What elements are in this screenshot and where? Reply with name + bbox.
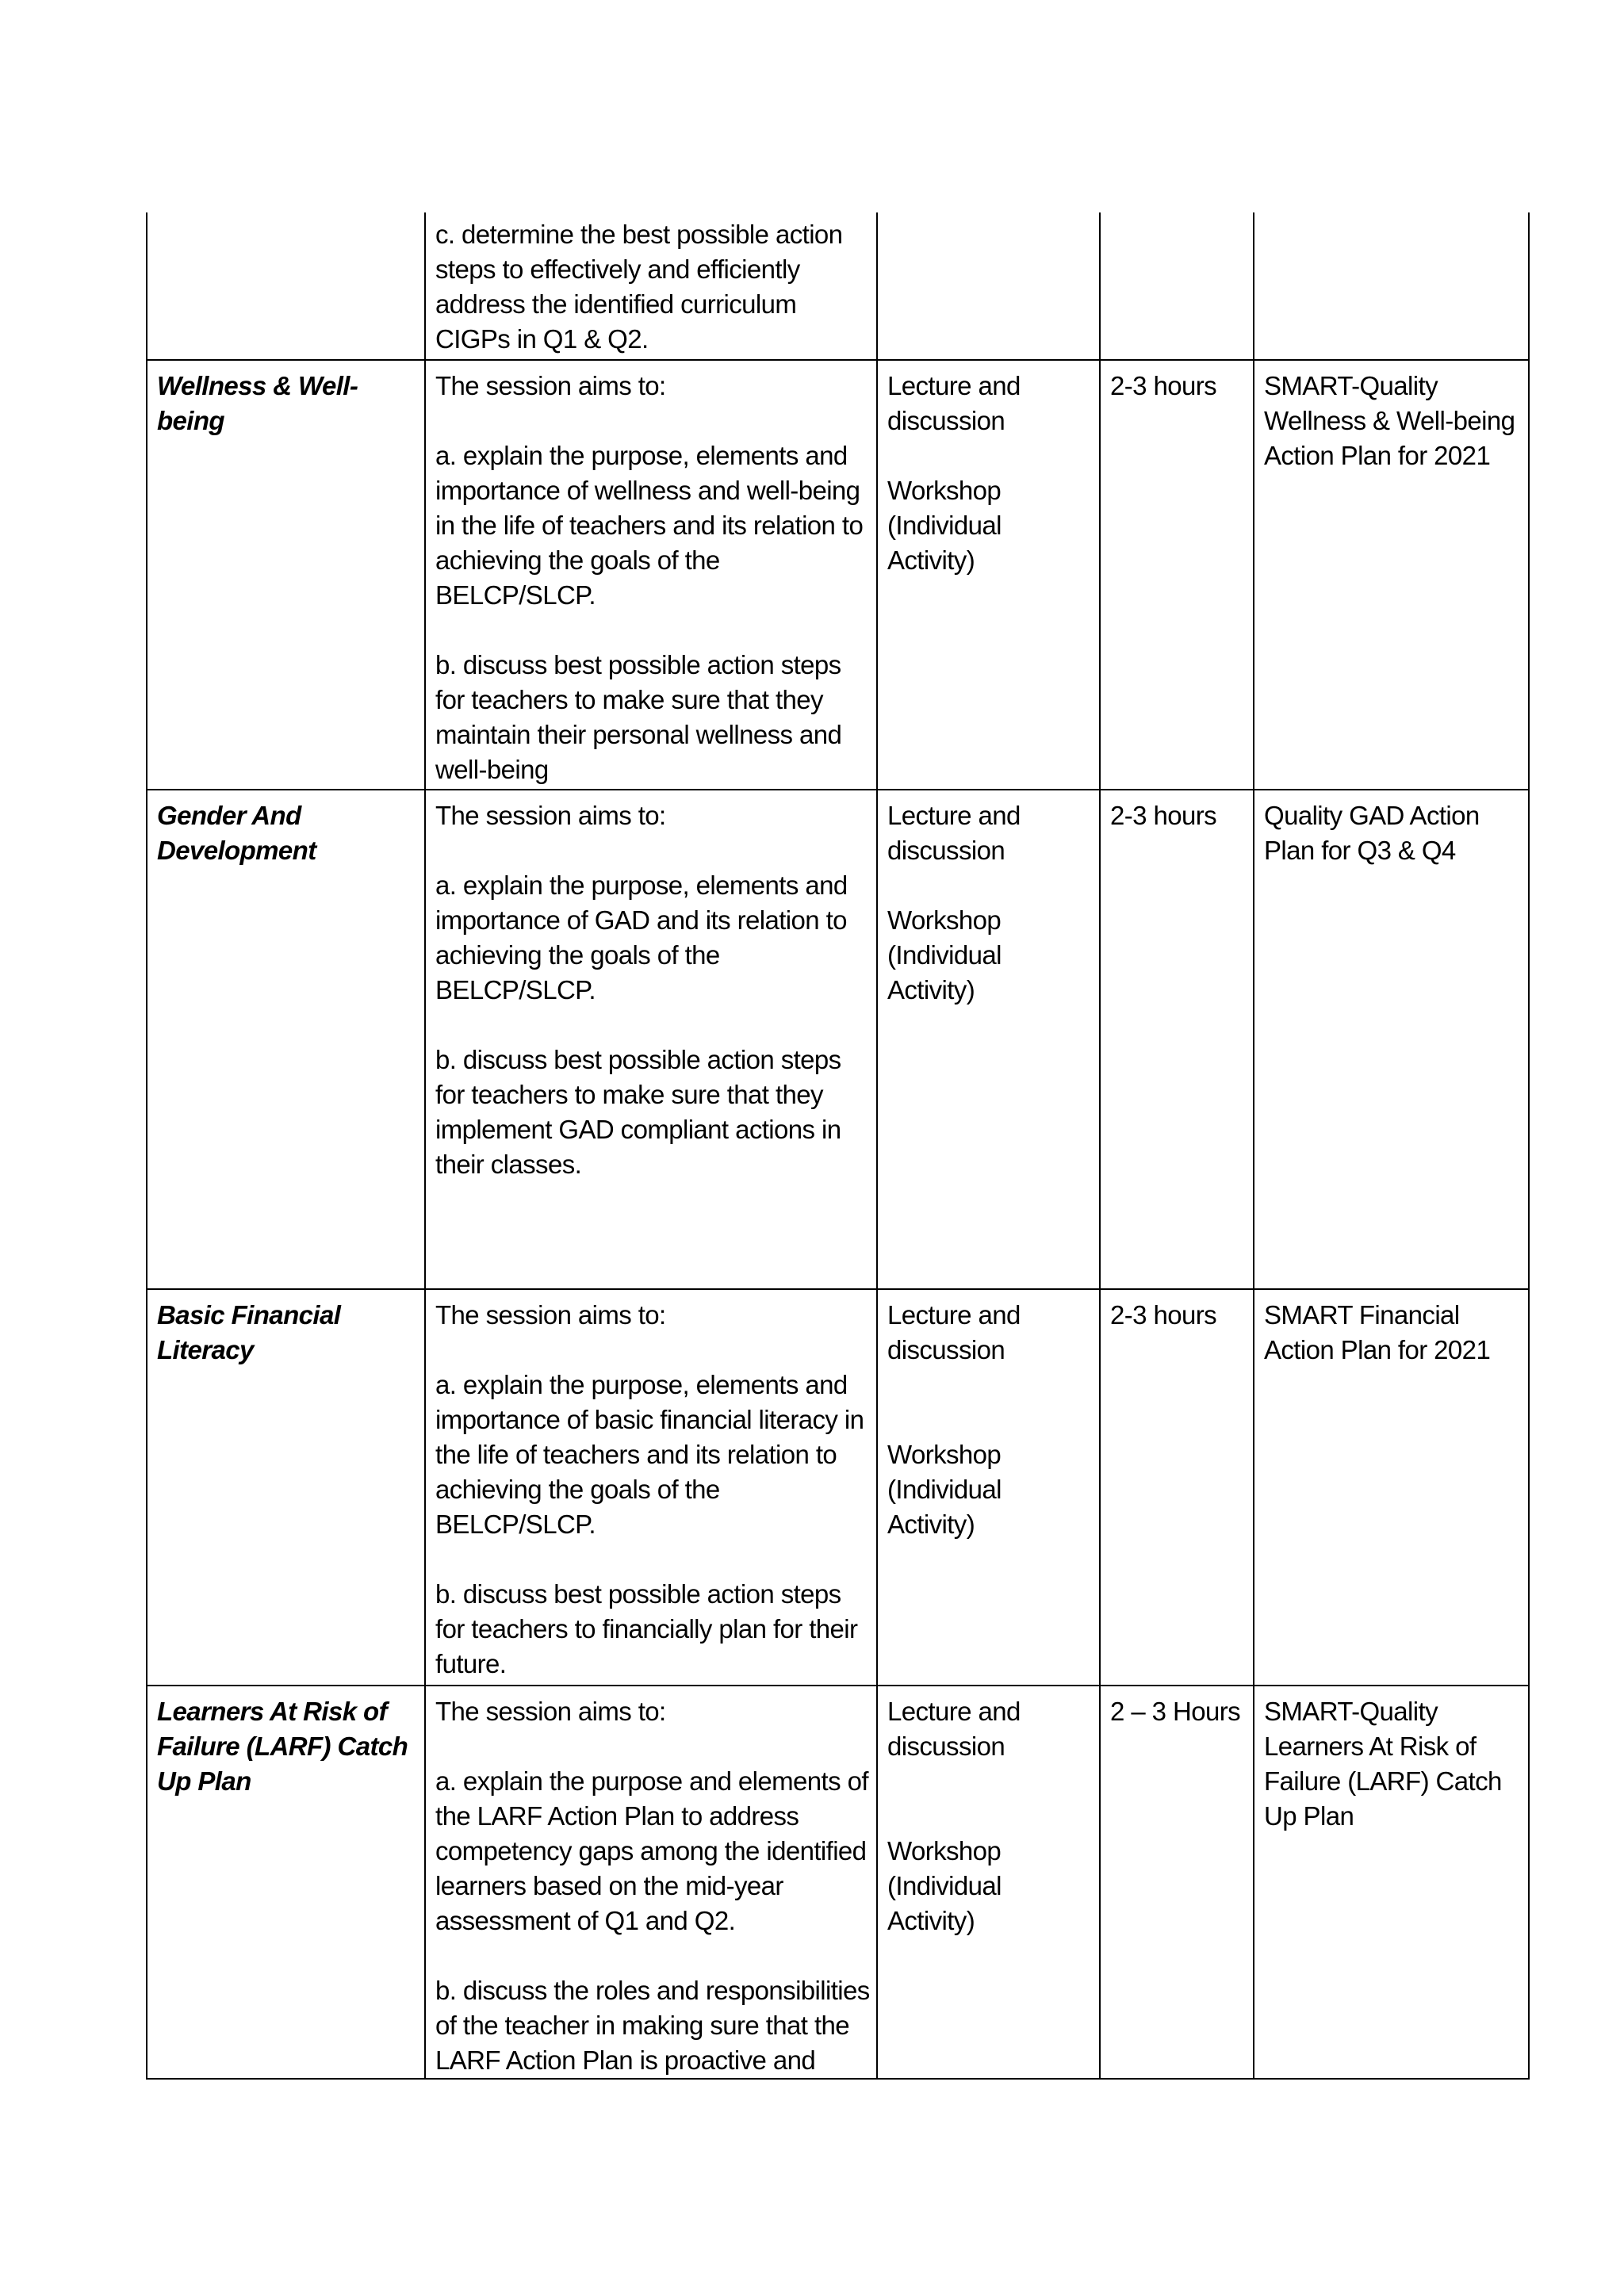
topic-cell	[147, 212, 425, 360]
objectives-cell	[425, 1289, 877, 1686]
method-workshop: Workshop (Individual Activity)	[887, 1836, 1002, 1935]
output-cell: Quality GAD Action Plan for Q3 & Q4	[1254, 790, 1529, 1289]
objective-a: a. explain the purpose, elements and importance of GAD and its relation to achieving the goals of the BELCP/SLCP.	[435, 871, 848, 1004]
output-cell: SMART-Quality Wellness & Well-being Action Plan for 2021	[1254, 360, 1529, 790]
methodology-cell	[877, 1289, 1100, 1686]
method-lecture: Lecture and discussion	[887, 1300, 1021, 1364]
table-row	[147, 212, 1529, 360]
duration-cell: 2-3 hours	[1100, 360, 1254, 790]
objectives-intro: The session aims to:	[435, 1697, 666, 1726]
objectives-intro: The session aims to:	[435, 801, 666, 830]
duration-cell: 2-3 hours	[1100, 790, 1254, 1289]
output-cell: SMART-Quality Learners At Risk of Failure (LARF) Catch Up Plan	[1254, 1686, 1529, 2079]
objective-b: b. discuss the roles and responsibilities of the teacher in making sure that the LARF Action Plan is proactive and	[435, 1976, 870, 2075]
table-row	[147, 1686, 1529, 2079]
methodology-cell	[877, 1686, 1100, 2079]
table-row	[147, 790, 1529, 1289]
duration-cell: 2-3 hours	[1100, 1289, 1254, 1686]
methodology-cell	[877, 212, 1100, 360]
topic-cell: Basic Financial Literacy	[147, 1289, 425, 1686]
duration-cell: 2 – 3 Hours	[1100, 1686, 1254, 2079]
objectives-cell	[425, 790, 877, 1289]
duration-cell	[1100, 212, 1254, 360]
table-row	[147, 1289, 1529, 1686]
method-lecture: Lecture and discussion	[887, 1697, 1021, 1761]
objective-a: a. explain the purpose and elements of the LARF Action Plan to address competency gaps among the identified learners based on the mid-year assessment of Q1 and Q2.	[435, 1766, 868, 1935]
session-plan-table	[146, 212, 1530, 2080]
methodology-cell	[877, 790, 1100, 1289]
objective-a: a. explain the purpose, elements and importance of wellness and well-being in the life of teachers and its relation to achieving the goals of the BELCP/SLCP.	[435, 441, 864, 610]
objective-b: b. discuss best possible action steps for teachers to make sure that they implement GAD compliant actions in their classes.	[435, 1045, 841, 1179]
objectives-intro: The session aims to:	[435, 371, 666, 400]
topic-cell: Learners At Risk of Failure (LARF) Catch Up Plan	[147, 1686, 425, 2079]
objective-b: b. discuss best possible action steps for teachers to financially plan for their future.	[435, 1579, 858, 1678]
objective-c: c. determine the best possible action steps to effectively and efficiently address the identified curriculum CIGPs in Q1 & Q2.	[435, 220, 843, 354]
methodology-cell	[877, 360, 1100, 790]
topic-cell: Gender And Development	[147, 790, 425, 1289]
table-row	[147, 360, 1529, 790]
method-lecture: Lecture and discussion	[887, 801, 1021, 865]
output-cell	[1254, 212, 1529, 360]
objectives-cell	[425, 360, 877, 790]
objectives-intro: The session aims to:	[435, 1300, 666, 1330]
objectives-cell	[425, 212, 877, 360]
method-workshop: Workshop (Individual Activity)	[887, 905, 1002, 1004]
method-lecture: Lecture and discussion	[887, 371, 1021, 435]
topic-cell: Wellness & Well-being	[147, 360, 425, 790]
objectives-cell	[425, 1686, 877, 2079]
method-workshop: Workshop (Individual Activity)	[887, 476, 1002, 575]
objective-a: a. explain the purpose, elements and importance of basic financial literacy in the life of teachers and its relation to achieving the goals of the BELCP/SLCP.	[435, 1370, 864, 1539]
method-workshop: Workshop (Individual Activity)	[887, 1440, 1002, 1539]
objective-b: b. discuss best possible action steps for teachers to make sure that they maintain their personal wellness and well-being	[435, 650, 842, 784]
output-cell: SMART Financial Action Plan for 2021	[1254, 1289, 1529, 1686]
